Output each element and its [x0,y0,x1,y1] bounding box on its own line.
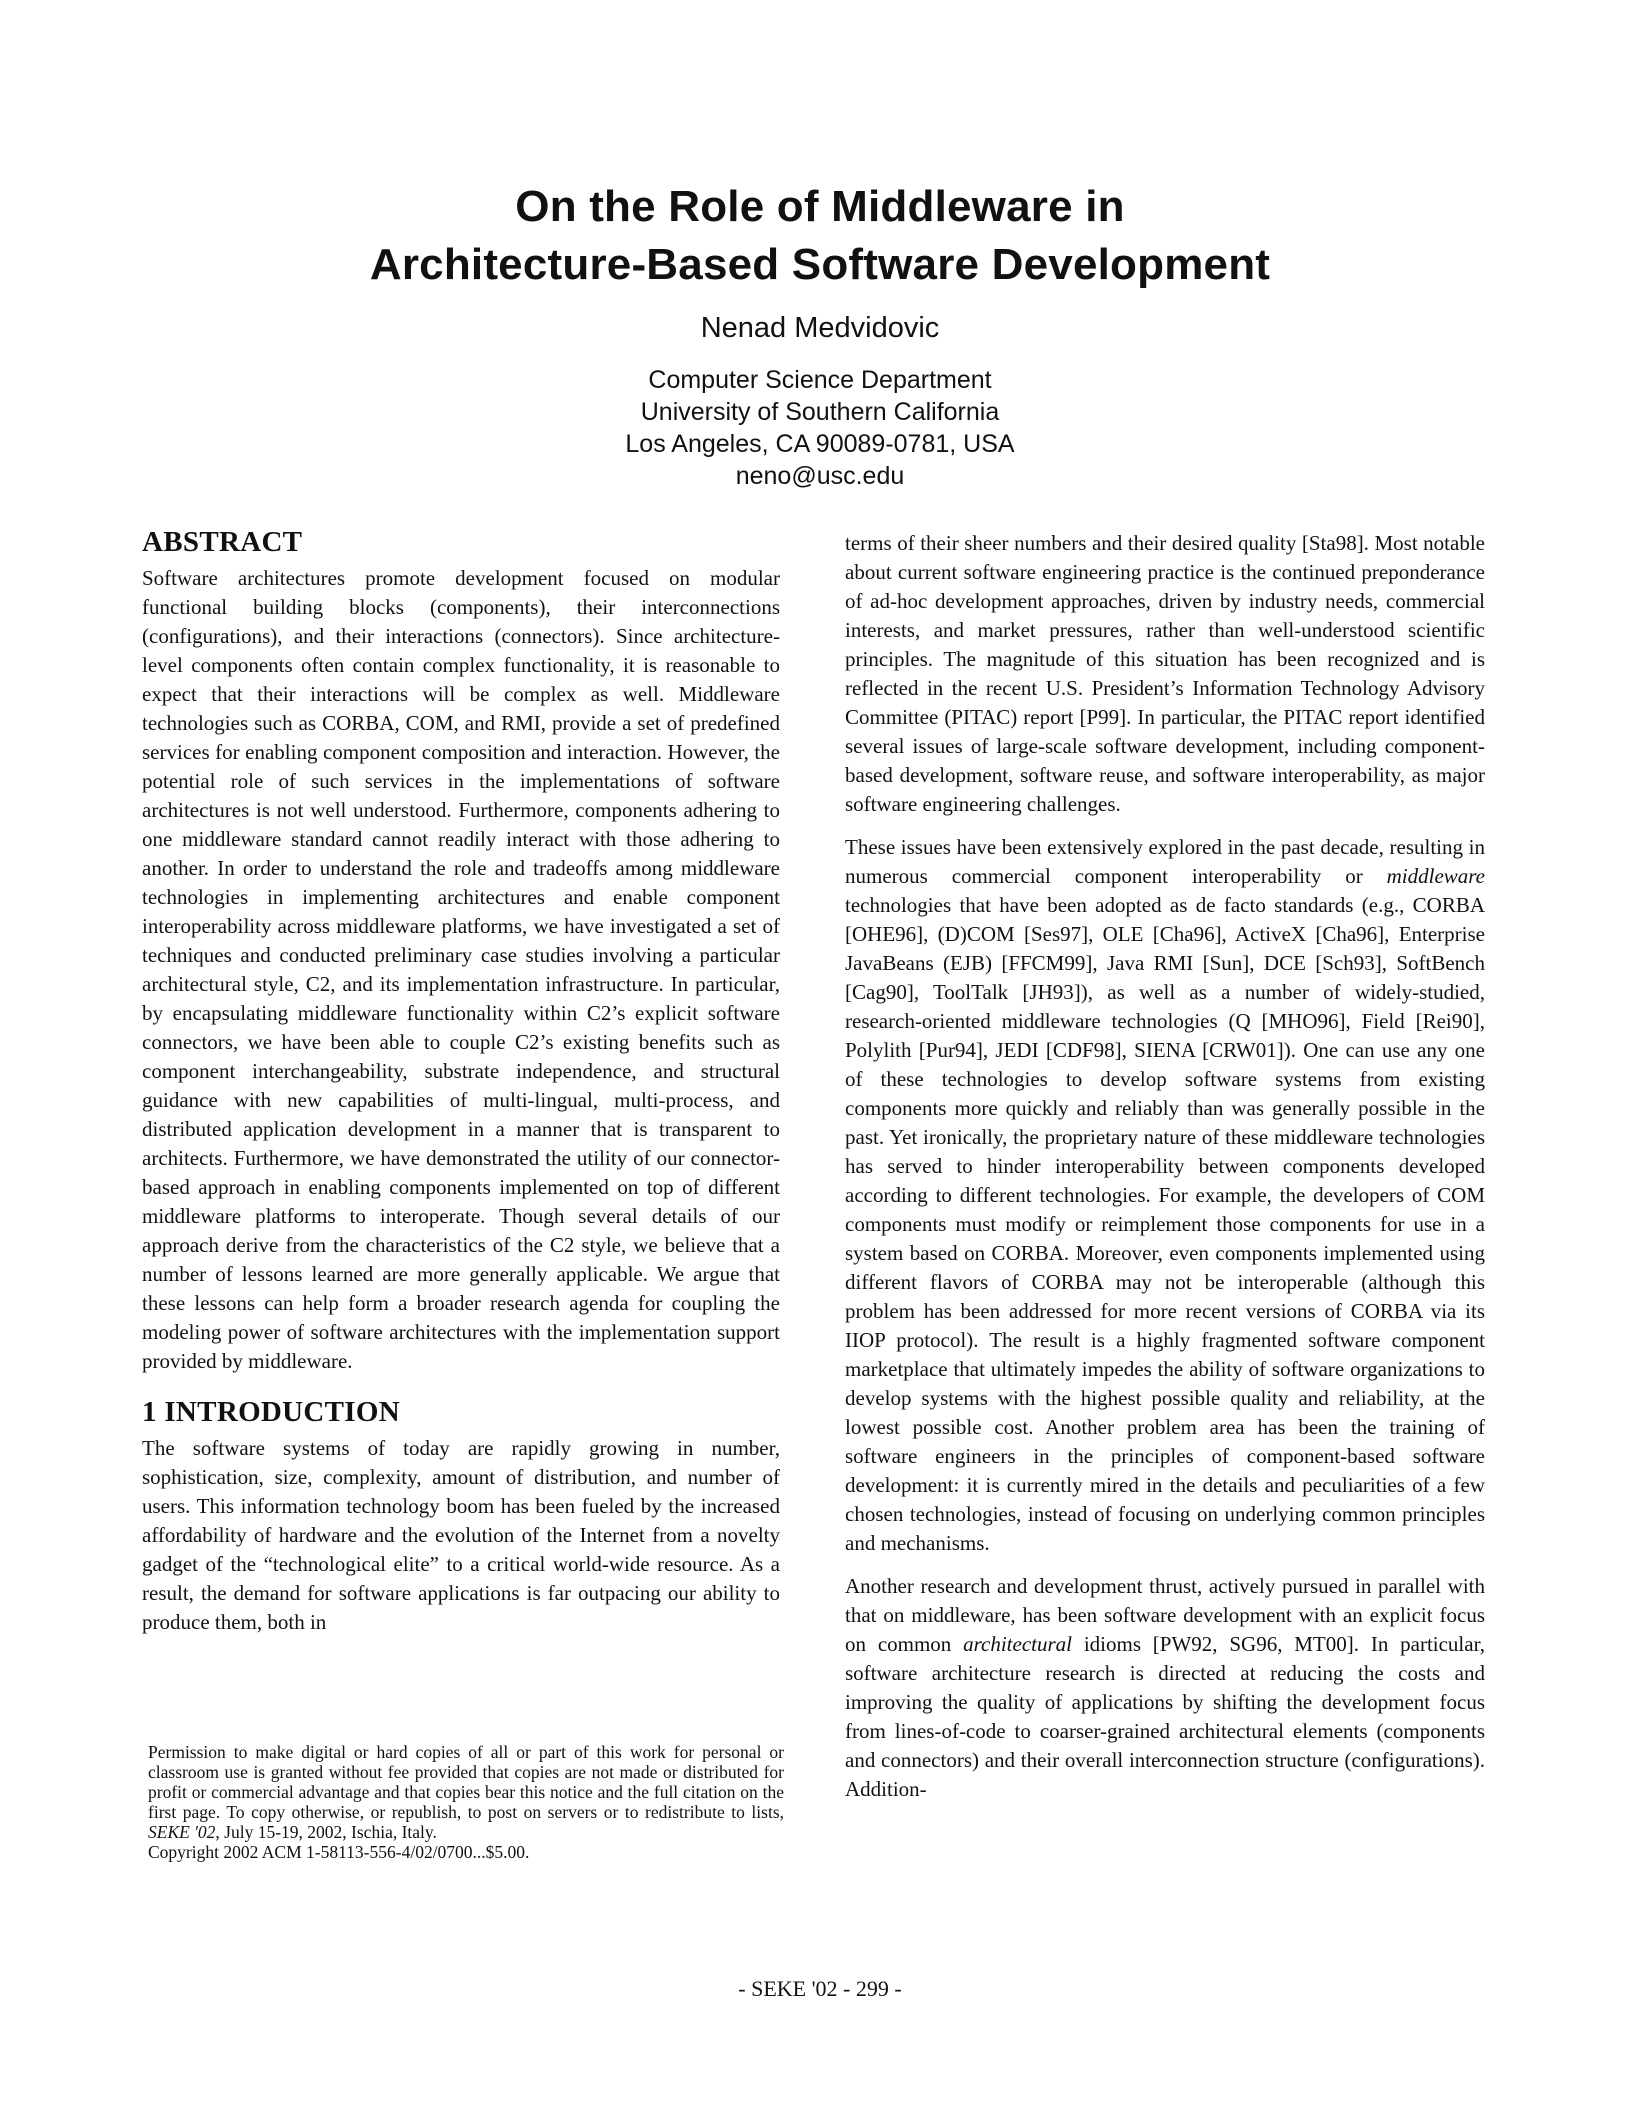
introduction-text: The software systems of today are rapidly growing in number, sophistication, size, complexity, amount of distribution, and number of users. This information technology boom has been fueled by the increased affordability of hardware and the evolution of the Internet from a novelty gadget of the “technological elite” to a critical world-wide resource. As a result, the demand for software applications is far outpacing our ability to produce them, both in [142,1436,780,1634]
title-block [0,178,1640,492]
author-university: University of Southern California [640,398,1000,426]
right-column [845,529,1485,1804]
copyright-line: Copyright 2002 ACM 1-58113-556-4/02/0700...$5.00. [148,1842,530,1862]
venue-name: SEKE '02 [148,1822,216,1842]
text-run: These issues have been extensively explored in the past decade, resulting in numerous commercial component interoperability or [845,835,1485,888]
author-address: Los Angeles, CA 90089-0781, USA [625,430,1015,458]
body-paragraph: terms of their sheer numbers and their desired quality [Sta98]. Most notable about current software engineering practice is the continued preponderance of ad-hoc development approaches, driven by industry needs, commercial interests, and market pressures, rather than well-understood scientific principles. The magnitude of this situation has been recognized and is reflected in the recent U.S. President’s Information Technology Advisory Committee (PITAC) report [P99]. In particular, the PITAC report identified several issues of large-scale software development, including component-based development, software reuse, and software interoperability, as major software engineering challenges. [845,531,1485,816]
author-email: neno@usc.edu [735,462,905,490]
author-affiliation [0,364,1640,492]
paper-title-line-1: On the Role of Middleware in [515,182,1125,231]
paper-title-line-2: Architecture-Based Software Development [369,240,1271,289]
emphasis-middleware: middleware [1386,864,1485,888]
abstract-heading: ABSTRACT [142,526,303,558]
text-run: idioms [PW92, SG96, MT00]. In particular, software architecture research is directed at reducing the costs and improving the quality of applications by shifting the development focus from lines-of-code to coarser-grained architectural elements (components and connectors) and their overall interconnection structure (configurations). Addition- [845,1632,1485,1801]
abstract-text: Software architectures promote development focused on modular functional building blocks (components), their interconnections (configurations), and their interactions (connectors). Since architecture-level components often contain complex functionality, it is reasonable to expect that their interactions will be complex as well. Middleware technologies such as CORBA, COM, and RMI, provide a set of predefined services for enabling component composition and interaction. However, the potential role of such services in the implementations of software architectures is not well understood. Furthermore, components adhering to one middleware standard cannot readily interact with those adhering to another. In order to understand the role and tradeoffs among middleware technologies in implementing architectures and enable component interoperability across middleware platforms, we have investigated a set of techniques and conducted preliminary case studies involving a particular architectural style, C2, and its implementation infrastructure. In particular, by encapsulating middleware functionality within C2’s explicit software connectors, we have been able to couple C2’s existing benefits such as component interchangeability, substrate independence, and structural guidance with new capabilities of multi-lingual, multi-process, and distributed application development in a manner that is transparent to architects. Furthermore, we have demonstrated the utility of our connector-based approach in enabling components implemented on top of different middleware platforms to interoperate. Though several details of our approach derive from the characteristics of the C2 style, we believe that a number of lessons learned are more generally applicable. We argue that these lessons can help form a broader research agenda for coupling the modeling power of software architectures with the implementation support provided by middleware. [142,566,780,1373]
text-run: technologies that have been adopted as de facto standards (e.g., CORBA [OHE96], (D)COM [Ses97], OLE [Cha96], ActiveX [Cha96], Enterprise JavaBeans (EJB) [FFCM99], Java RMI [Sun], DCE [Sch93], SoftBench [Cag90], ToolTalk [JH93]), as well as a number of widely-studied, research-oriented middleware technologies (Q [MHO96], Field [Rei90], Polylith [Pur94], JEDI [CDF98], SIENA [CRW01]). One can use any one of these technologies to develop software systems from existing components more quickly and reliably than was generally possible in the past. Yet ironically, the proprietary nature of these middleware technologies has served to hinder interoperability between components developed according to different technologies. For example, the developers of COM components must modify or reimplement those components for use in a system based on CORBA. Moreover, even components implemented using different flavors of CORBA may not be interoperable (although this problem has been addressed for more recent versions of CORBA via its IIOP protocol). The result is a highly fragmented software component marketplace that ultimately impedes the ability of software organizations to develop systems with the highest possible quality and reliability, at the lowest possible cost. Another problem area has been the training of software engineers in the principles of component-based software development: it is currently mired in the details and peculiarities of a few chosen technologies, instead of focusing on underlying common principles and mechanisms. [845,893,1485,1555]
author-department: Computer Science Department [648,366,992,394]
author-name: Nenad Medvidovic [700,312,940,344]
emphasis-architectural: architectural [963,1632,1072,1656]
body-paragraph [845,833,1485,1558]
permission-notice [148,1742,784,1862]
venue-details: , July 15-19, 2002, Ischia, Italy. [215,1822,437,1842]
left-column [142,524,780,1637]
permission-text: Permission to make digital or hard copies of all or part of this work for personal or classroom use is granted without fee provided that copies are not made or distributed for profit or commercial advantage and that copies bear this notice and the full citation on the first page. To copy otherwise, or republish, to post on servers or to redistribute to lists, [148,1742,784,1822]
introduction-heading: 1 INTRODUCTION [142,1396,400,1428]
text-run: Another research and development thrust, actively pursued in parallel with that on middleware, has been software development with an explicit focus on common [845,1574,1485,1656]
page-footer: - SEKE '02 - 299 - [738,1976,902,2001]
body-paragraph [845,1572,1485,1804]
